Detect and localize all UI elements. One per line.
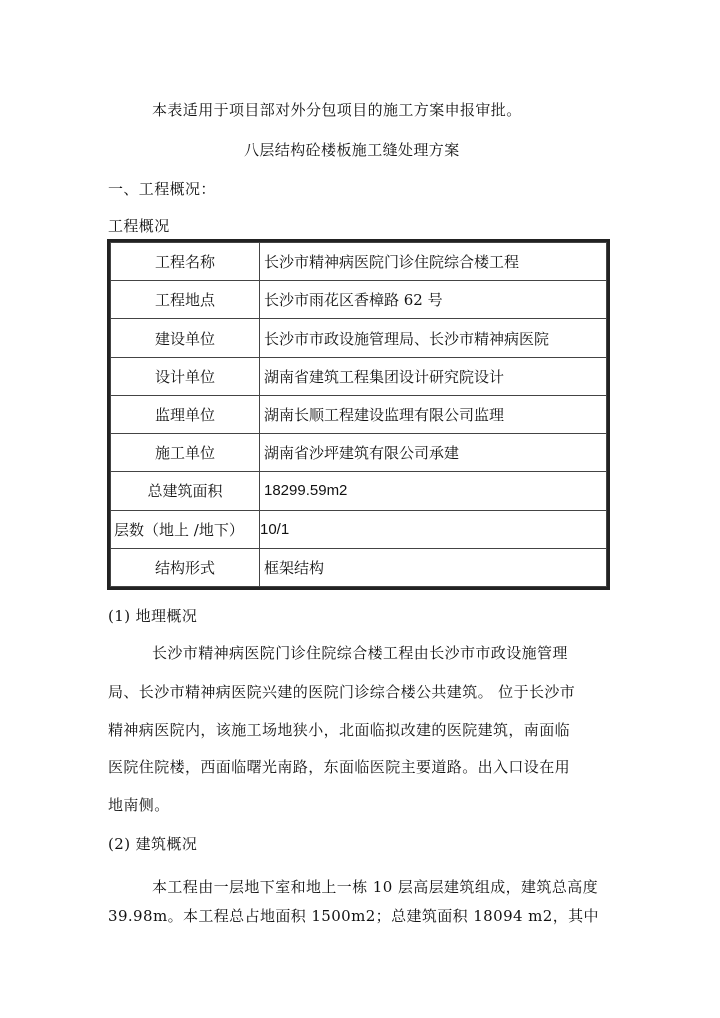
row-value: 湖南省沙坪建筑有限公司承建 bbox=[260, 434, 607, 472]
paragraph-line: 本工程由一层地下室和地上一栋 10 层高层建筑组成，建筑总高度 bbox=[152, 878, 599, 896]
paragraph-line: 39.98m。本工程总占地面积 1500m2；总建筑面积 18094 m2，其中 bbox=[108, 907, 599, 925]
table-row bbox=[111, 510, 607, 548]
row-label: 总建筑面积 bbox=[111, 472, 260, 510]
paragraph-line: 局、长沙市精神病医院兴建的医院门诊综合楼公共建筑。 位于长沙市 bbox=[108, 683, 576, 701]
row-label: 结构形式 bbox=[111, 548, 260, 586]
table-row bbox=[111, 548, 607, 586]
row-value: 长沙市雨花区香樟路 62 号 bbox=[260, 281, 607, 319]
row-value: 10/1 bbox=[260, 510, 607, 548]
table-row bbox=[111, 281, 607, 319]
subsection-heading-geography: (1) 地理概况 bbox=[108, 607, 198, 625]
table-row bbox=[111, 472, 607, 510]
row-label: 设计单位 bbox=[111, 357, 260, 395]
section-heading-overview: 一、工程概况： bbox=[108, 180, 216, 198]
row-value: 长沙市市政设施管理局、长沙市精神病医院 bbox=[260, 319, 607, 357]
row-label: 工程名称 bbox=[111, 243, 260, 281]
subsection-heading-building: (2) 建筑概况 bbox=[108, 835, 198, 853]
row-label: 层数（地上 /地下） bbox=[111, 510, 260, 548]
paragraph-line: 医院住院楼，西面临曙光南路，东面临医院主要道路。出入口设在用 bbox=[108, 758, 571, 776]
table-row bbox=[111, 319, 607, 357]
row-value: 长沙市精神病医院门诊住院综合楼工程 bbox=[260, 243, 607, 281]
submission-note: 本表适用于项目部对外分包项目的施工方案申报审批。 bbox=[152, 101, 522, 119]
row-value: 18299.59m2 bbox=[260, 472, 607, 510]
row-label: 监理单位 bbox=[111, 395, 260, 433]
row-label: 施工单位 bbox=[111, 434, 260, 472]
document-title: 八层结构砼楼板施工缝处理方案 bbox=[244, 141, 460, 159]
table-row bbox=[111, 243, 607, 281]
table-caption: 工程概况 bbox=[108, 217, 170, 235]
table-row bbox=[111, 395, 607, 433]
paragraph-line: 地南侧。 bbox=[108, 796, 170, 814]
paragraph-line: 长沙市精神病医院门诊住院综合楼工程由长沙市市政设施管理 bbox=[152, 644, 568, 662]
table-row bbox=[111, 434, 607, 472]
row-value: 湖南长顺工程建设监理有限公司监理 bbox=[260, 395, 607, 433]
row-value: 湖南省建筑工程集团设计研究院设计 bbox=[260, 357, 607, 395]
row-label: 工程地点 bbox=[111, 281, 260, 319]
table-row bbox=[111, 357, 607, 395]
project-overview-table bbox=[107, 239, 610, 590]
row-value: 框架结构 bbox=[260, 548, 607, 586]
row-label: 建设单位 bbox=[111, 319, 260, 357]
paragraph-line: 精神病医院内，该施工场地狭小，北面临拟改建的医院建筑，南面临 bbox=[108, 721, 571, 739]
